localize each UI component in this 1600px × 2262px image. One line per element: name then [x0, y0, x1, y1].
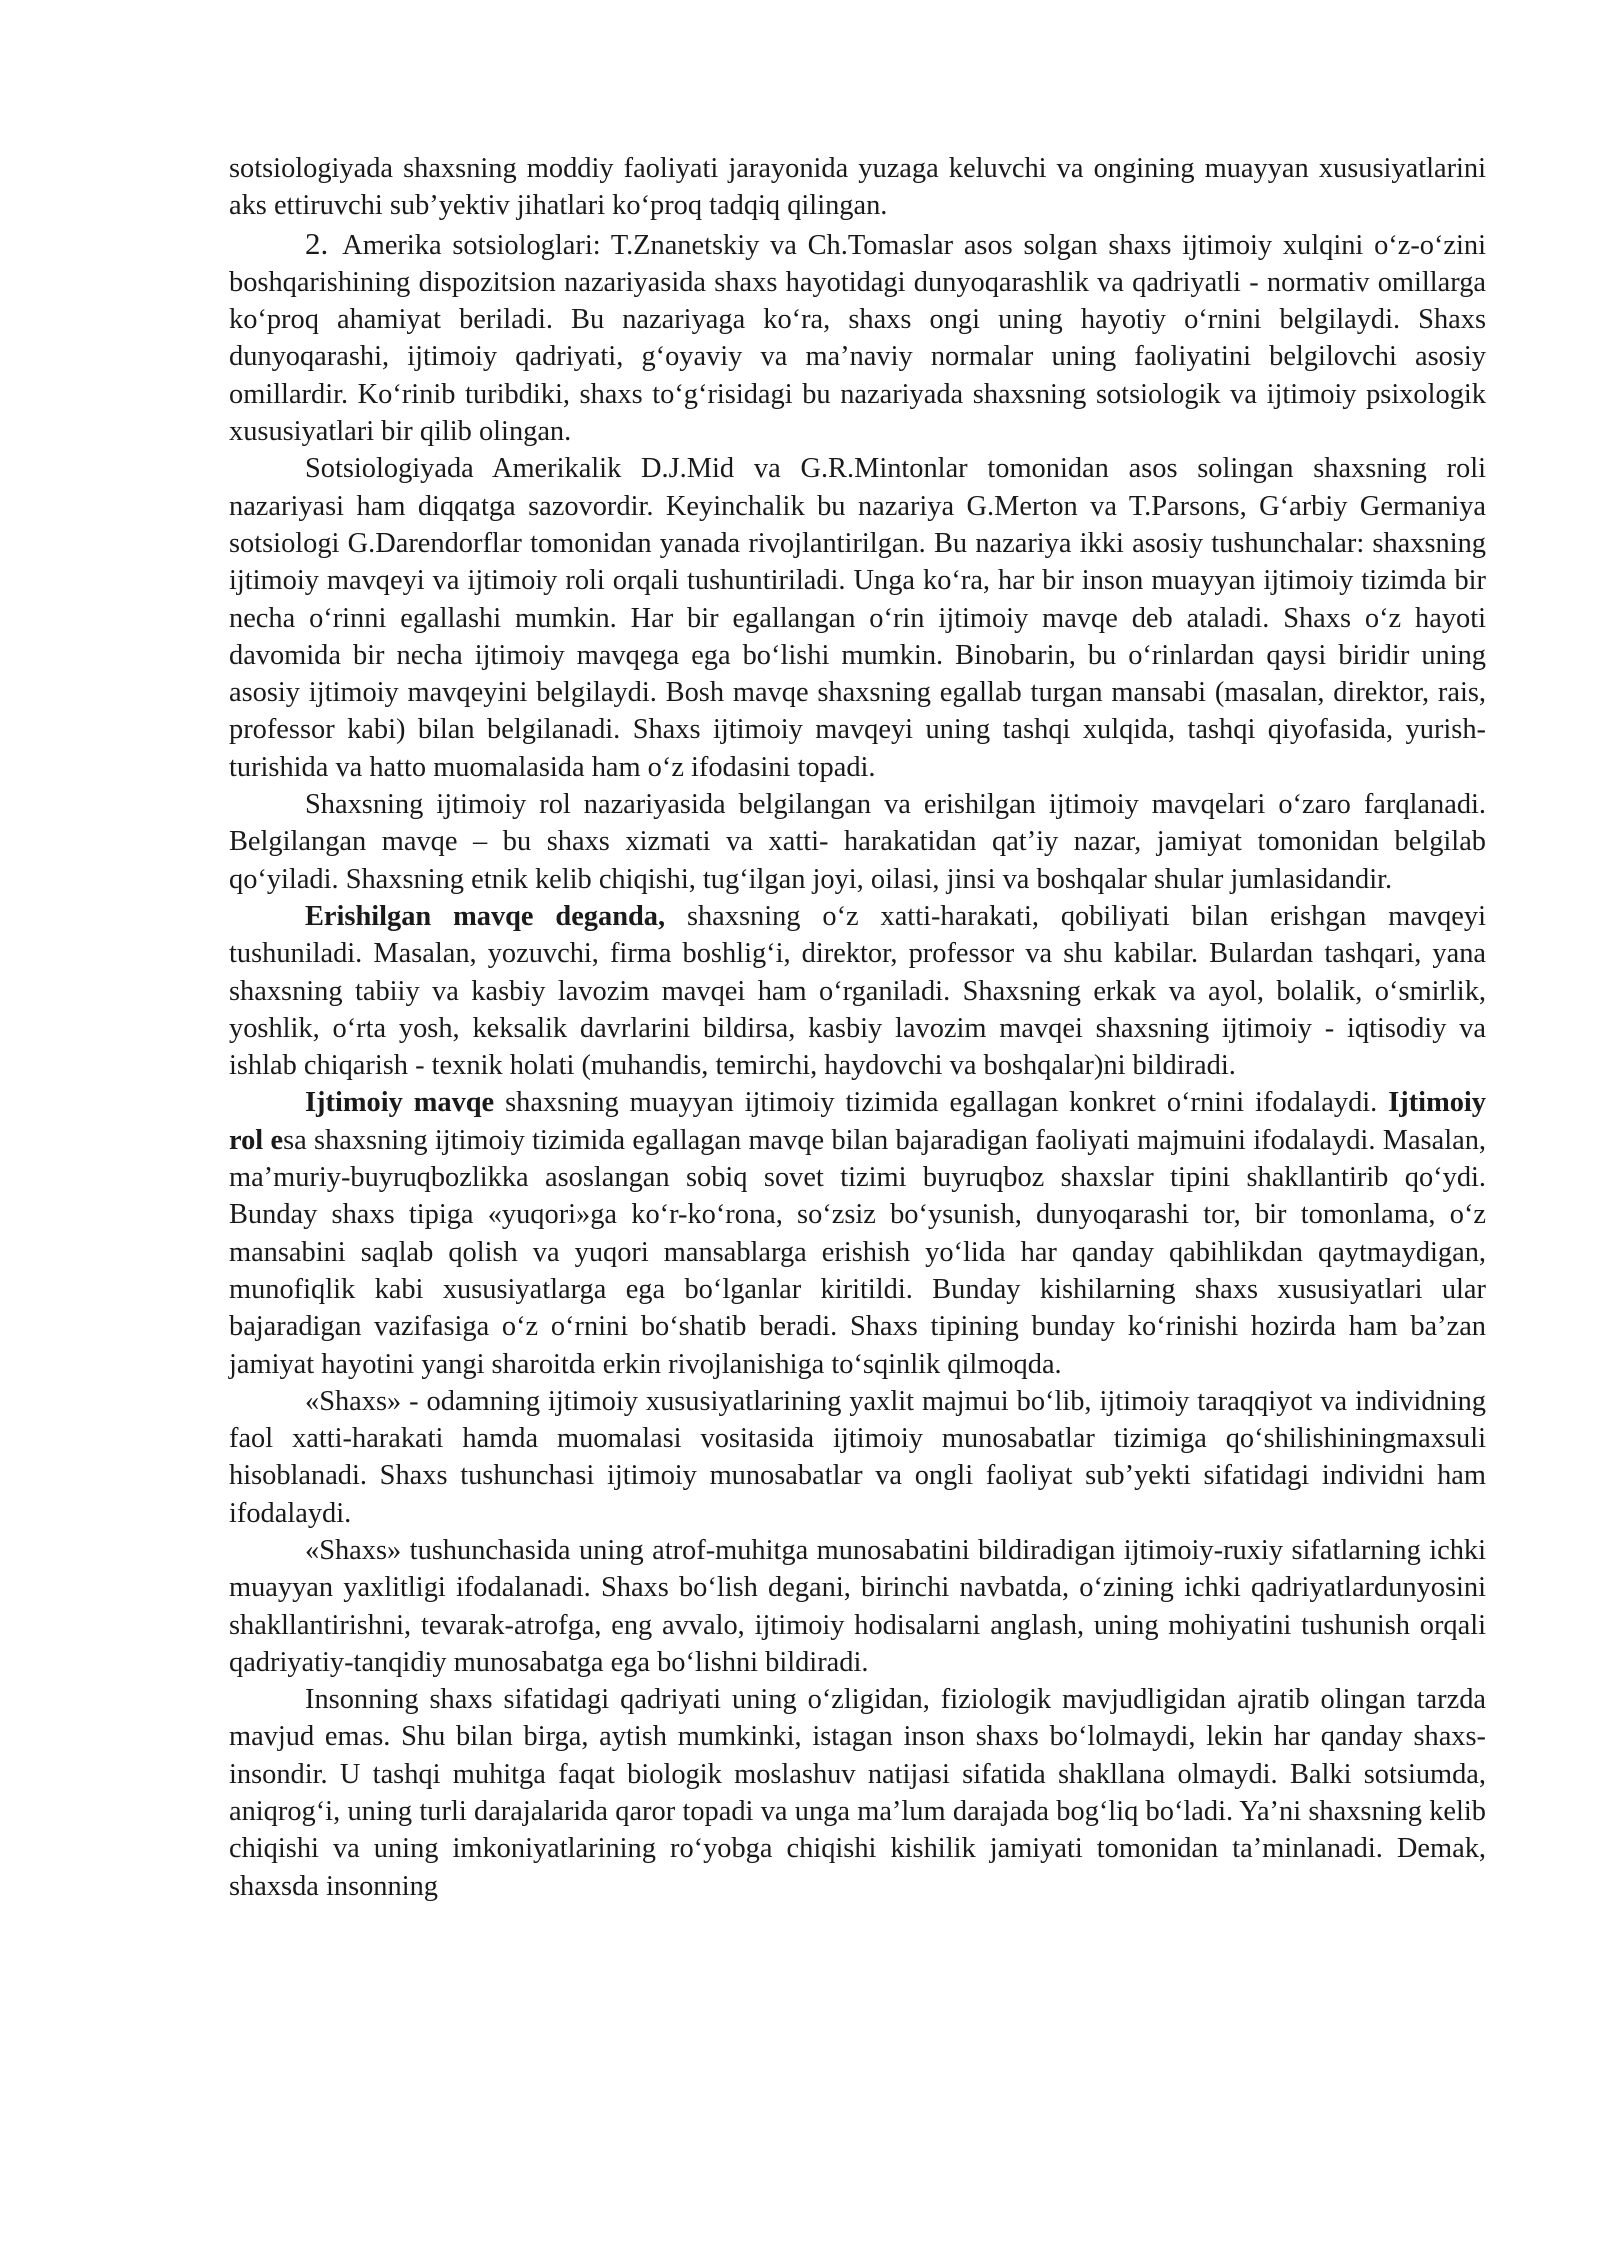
bold-term: Erishilgan mavqe deganda, [305, 900, 666, 932]
paragraph-text-2: sa shaxsning ijtimoiy tizimida egallagan mavqe bilan bajaradigan faoliyati majmuini ifodalaydi. Masalan, ma’muriy-buyruqbozlikka asoslangan sobiq sovet tizimi buyruqboz shaxslar tipini shakllantirib qo‘ydi. Bunday shaxs tipiga «yuqori»ga ko‘r-ko‘rona, so‘zsiz bo‘ysunish, dunyoqarashi tor, bir tomonlama, o‘z mansabini saqlab qolish va yuqori mansablarga erishish yo‘lida har qanday qabihlikdan qaytmaydigan, munofiqlik kabi xususiyatlarga ega bo‘lganlar kiritildi. Bunday kishilarning shaxs xususiyatlari ular bajaradigan vazifasiga o‘z o‘rnini bo‘shatib beradi. Shaxs tipining bunday ko‘rinishi hozirda ham ba’zan jamiyat hayotini yangi sharoitda erkin rivojlanishiga to‘sqinlik qilmoqda. [229, 1124, 1486, 1380]
bold-term-2: Ijtimoiy rol e [229, 1087, 1486, 1156]
bold-term: Ijtimoiy mavqe [305, 1087, 495, 1119]
paragraph-continuation [229, 150, 1486, 225]
document-page [229, 150, 1486, 1905]
paragraph-shaxs-concept [229, 1532, 1486, 1681]
paragraph-text: «Shaxs» - odamning ijtimoiy xususiyatlarining yaxlit majmui bo‘lib, ijtimoiy taraqqiyot va individning faol xatti-harakati hamda muomalasi vositasida ijtimoiy munosabatlar tizimiga qo‘shilishiningmaxsuli hisoblanadi. Shaxs tushunchasi ijtimoiy munosabatlar va ongli faoliyat sub’yekti sifatidagi individni ham ifodalaydi. [229, 1385, 1486, 1529]
paragraph-text: shaxsning o‘z xatti-harakati, qobiliyati bilan erishgan mavqeyi tushuniladi. Masalan, yozuvchi, firma boshlig‘i, direktor, professor va shu kabilar. Bulardan tashqari, yana shaxsning tabiiy va kasbiy lavozim mavqei ham o‘rganiladi. Shaxsning erkak va ayol, bolalik, o‘smirlik, yoshlik, o‘rta yosh, keksalik davrlarini bildirsa, kasbiy lavozim mavqei shaxsning ijtimoiy - iqtisodiy va ishlab chiqarish - texnik holati (muhandis, temirchi, haydovchi va boshqalar)ni bildiradi. [229, 900, 1486, 1082]
paragraph-text: sotsiologiyada shaxsning moddiy faoliyati jarayonida yuzaga keluvchi va ongining muayyan xususiyatlarini aks ettiruvchi sub’yektiv jihatlari ko‘proq tadqiq qilingan. [229, 153, 1486, 222]
paragraph-numbered-2 [229, 225, 1486, 451]
paragraph-role-theory [229, 450, 1486, 786]
paragraph-human-value [229, 1681, 1486, 1905]
paragraph-text: Shaxsning ijtimoiy rol nazariyasida belgilangan va erishilgan ijtimoiy mavqelari o‘zaro farqlanadi. Belgilangan mavqe – bu shaxs xizmati va xatti- harakatidan qat’iy nazar, jamiyat tomonidan belgilab qo‘yiladi. Shaxsning etnik kelib chiqishi, tug‘ilgan joyi, oilasi, jinsi va boshqalar shular jumlasidandir. [229, 789, 1486, 895]
paragraph-achieved-status [229, 898, 1486, 1084]
paragraph-status-types [229, 786, 1486, 898]
paragraph-text: «Shaxs» tushunchasida uning atrof-muhitga munosabatini bildiradigan ijtimoiy-ruxiy sifatlarning ichki muayyan yaxlitligi ifodalanadi. Shaxs bo‘lish degani, birinchi navbatda, o‘zining ichki qadriyatlardunyosini shakllantirishni, tevarak-atrofga, eng avvalo, ijtimoiy hodisalarni anglash, uning mohiyatini tushunish orqali qadriyatiy-tanqidiy munosabatga ega bo‘lishni bildiradi. [229, 1534, 1486, 1678]
list-number: 2. [305, 225, 329, 261]
paragraph-text: shaxsning muayyan ijtimoiy tizimida egallagan konkret o‘rnini ifodalaydi. [494, 1087, 1389, 1119]
paragraph-social-status-role [229, 1084, 1486, 1382]
paragraph-text: Insonning shaxs sifatidagi qadriyati uning o‘zligidan, fiziologik mavjudligidan ajratib olingan tarzda mavjud emas. Shu bilan birga, aytish mumkinki, istagan inson shaxs bo‘lolmaydi, lekin har qanday shaxs- insondir. U tashqi muhitga faqat biologik moslashuv natijasi sifatida shakllana olmaydi. Balki sotsiumda, aniqrog‘i, uning turli darajalarida qaror topadi va unga ma’lum darajada bog‘liq bo‘ladi. Ya’ni shaxsning kelib chiqishi va uning imkoniyatlarining ro‘yobga chiqishi kishilik jamiyati tomonidan ta’minlanadi. Demak, shaxsda insonning [229, 1684, 1486, 1902]
paragraph-shaxs-definition [229, 1383, 1486, 1532]
paragraph-text: Amerika sotsiologlari: T.Znanetskiy va Ch.Tomaslar asos solgan shaxs ijtimoiy xulqini o‘z-o‘zini boshqarishining dispozitsion nazariyasida shaxs hayotidagi dunyoqarashlik va qadriyatli - normativ omillarga ko‘proq ahamiyat beriladi. Bu nazariyaga ko‘ra, shaxs ongi uning hayotiy o‘rnini belgilaydi. Shaxs dunyoqarashi, ijtimoiy qadriyati, g‘oyaviy va ma’naviy normalar uning faoliyatini belgilovchi asosiy omillardir. Ko‘rinib turibdiki, shaxs to‘g‘risidagi bu nazariyada shaxsning sotsiologik va ijtimoiy psixologik xususiyatlari bir qilib olingan. [229, 229, 1486, 448]
paragraph-text: Sotsiologiyada Amerikalik D.J.Mid va G.R.Mintonlar tomonidan asos solingan shaxsning roli nazariyasi ham diqqatga sazovordir. Keyinchalik bu nazariya G.Merton va T.Parsons, G‘arbiy Germaniya sotsiologi G.Darendorflar tomonidan yanada rivojlantirilgan. Bu nazariya ikki asosiy tushunchalar: shaxsning ijtimoiy mavqeyi va ijtimoiy roli orqali tushuntiriladi. Unga ko‘ra, har bir inson muayyan ijtimoiy tizimda bir necha o‘rinni egallashi mumkin. Har bir egallangan o‘rin ijtimoiy mavqe deb ataladi. Shaxs o‘z hayoti davomida bir necha ijtimoiy mavqega ega bo‘lishi mumkin. Binobarin, bu o‘rinlardan qaysi biridir uning asosiy ijtimoiy mavqeyini belgilaydi. Bosh mavqe shaxsning egallab turgan mansabi (masalan, direktor, rais, professor kabi) bilan belgilanadi. Shaxs ijtimoiy mavqeyi uning tashqi xulqida, tashqi qiyofasida, yurish-turishida va hatto muomalasida ham o‘z ifodasini topadi. [229, 453, 1486, 783]
